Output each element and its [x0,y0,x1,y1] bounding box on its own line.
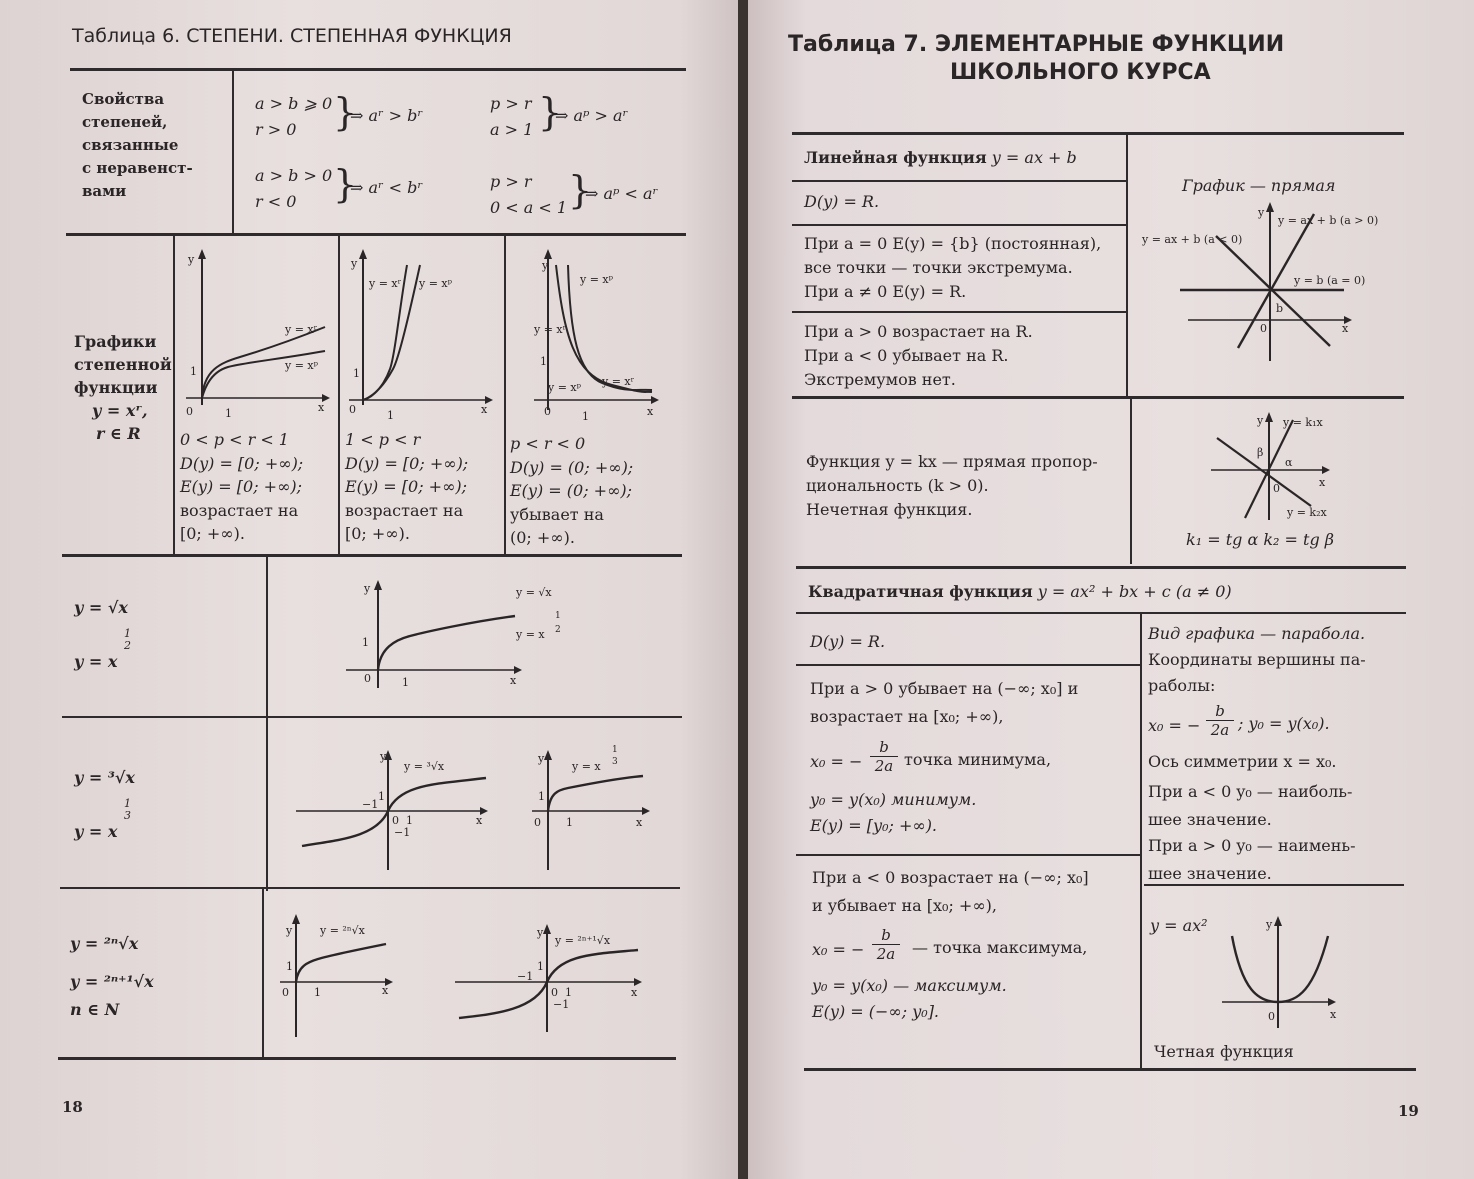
origin: 0 [186,405,193,418]
graph-odd-root [455,922,650,1034]
quad-max-line: При a < 0 возрастает на (−∞; x₀] [812,868,1089,887]
quad-right-line: шее значение. [1148,864,1272,883]
axis-y: y [542,259,549,272]
divider [796,854,1140,856]
graph-power-small [180,245,330,420]
ineq-b2: a > 1 [490,120,534,139]
divider [796,612,1406,614]
quad-min-line: E(y) = [y₀; +∞). [810,816,938,835]
axis-y: y [380,750,387,763]
angle-beta: β [1257,446,1264,459]
tick-1: 1 [582,410,589,423]
axis-y: y [1266,918,1273,931]
origin: 0 [392,814,399,827]
origin: 0 [1273,482,1280,495]
axis-x: x [647,405,654,418]
ineq-a1: a > b ⩾ 0 [255,94,333,113]
divider [66,233,686,236]
axis-x: x [318,401,325,414]
props-label: Свойства степеней, связанные с неравенст- вами [82,90,193,200]
quadratic-header: Квадратичная функция y = ax² + bx + c (a ≠ 0) [808,582,1232,601]
curve-label: y = √x [516,586,552,599]
curve-label: y = xᵖ [548,381,582,394]
tick-1: 1 [225,407,232,420]
tick-1y: 1 [537,960,544,973]
tick-1y: 1 [378,790,385,803]
divider [62,554,682,557]
divider [266,556,268,891]
graph-sqrt [340,578,580,693]
divider [232,68,234,233]
divider [1144,884,1404,886]
axis-y: y [286,924,293,937]
x0-fraction: b 2a [872,926,900,963]
line-label: y = k₂x [1287,506,1327,519]
cbrt-exp: 1 3 [124,797,131,822]
graph-cbrt [296,748,496,872]
sqrt-label: y = √x [74,598,128,617]
divider [804,1068,1416,1071]
tick-m1: −1 [362,798,379,811]
curve-exp: 3 [612,757,618,767]
axis-x: x [636,816,643,829]
curve-label: y = ³√x [404,760,445,773]
brace: } [568,168,593,212]
origin: 0 [544,405,551,418]
axis-y: y [351,257,358,270]
linear-monotonic: При a > 0 возрастает на R. При a < 0 убывает на R. Экстремумов нет. [804,322,1033,389]
parabola-label: y = ax² [1150,916,1208,935]
divider [792,180,1126,182]
table7-subtitle: ШКОЛЬНОГО КУРСА [950,60,1211,85]
linear-graph-caption: График — прямая [1182,176,1336,195]
sqrt-exp: 1 2 [124,627,131,652]
quad-min-line: При a > 0 убывает на (−∞; x₀] и [810,679,1079,698]
divider [504,233,506,555]
quad-max-line: y₀ = y(x₀) — максимум. [812,976,1007,995]
even-function-label: Четная функция [1154,1042,1294,1061]
linear-domain: D(y) = R. [804,192,880,211]
right-page [748,0,1474,1179]
proportional-text: Функция y = kx — прямая пропор- циональность (k > 0). Нечетная функция. [806,452,1098,519]
graph-linear [1138,196,1408,366]
sqrt-power-label: y = x [74,652,118,671]
cbrt-power-label: y = x [74,822,118,841]
tick-1: 1 [387,409,394,422]
x0-formula-min: x₀ = − [810,752,863,771]
axis-y: y [188,253,195,266]
axis-x: x [481,403,488,416]
intercept-b: b [1276,302,1284,315]
tick-m1: −1 [517,970,534,983]
graphs-label: Графики степенной функции y = xʳ, r ∈ R [74,332,172,443]
table7-title: Таблица 7. ЭЛЕМЕНТАРНЫЕ ФУНКЦИИ [788,32,1285,57]
tick-1y: 1 [362,636,369,649]
divider [792,396,1404,399]
ineq-d1: p > r [490,172,532,191]
graph-proportional [1203,410,1373,522]
divider [173,233,175,555]
curve-label: y = xʳ [534,323,567,336]
divider [338,233,340,555]
axis-x: x [382,984,389,997]
quad-max-line: — точка максимума, [912,938,1088,957]
origin: 0 [1268,1010,1275,1023]
page-number: 19 [1398,1102,1419,1120]
vertex-formula: x₀ = − [1148,716,1201,735]
curve-p: y = xᵖ [285,359,319,372]
tick-1: 1 [402,676,409,689]
cbrt-label: y = ³√x [74,768,135,787]
ineq-d2: 0 < a < 1 [490,198,568,217]
quad-right-line: При a > 0 y₀ — наимень- [1148,836,1356,855]
ineq-c2: r < 0 [255,192,297,211]
divider [792,132,1404,135]
curve-label: y = x [572,760,601,773]
line-label: y = k₁x [1283,416,1323,429]
tick-1y: 1 [538,790,545,803]
angle-alpha: α [1285,456,1293,469]
page-number: 18 [62,1098,83,1116]
divider [796,664,1140,666]
axis-x: x [631,986,638,999]
tick-1y: 1 [540,355,547,368]
ineq-a-res: ⇒ aʳ > bʳ [350,106,423,125]
col1-props: 0 < p < r < 1 D(y) = [0; +∞); E(y) = [0; +∞); возрастает на [0; +∞). [180,430,304,543]
curve-r: y = xʳ [285,323,318,336]
tick-1y: 1 [353,367,360,380]
x0-fraction: b 2a [870,738,898,775]
tick-m1y: −1 [553,998,570,1011]
tangent-formulas: k₁ = tg α k₂ = tg β [1186,530,1335,549]
tick-1: 1 [406,814,413,827]
curve-label: y = x [516,628,545,641]
ineq-d-res: ⇒ aᵖ < aʳ [585,184,659,203]
divider [62,716,682,718]
axis-y: y [538,752,545,765]
divider [792,224,1126,226]
curve-exp: 1 [612,745,618,755]
odd-root-label: y = ²ⁿ⁺¹√x [70,972,154,991]
divider [792,311,1126,313]
axis-y: y [537,926,544,939]
divider [1140,614,1142,1070]
graph-parabola [1218,910,1348,1030]
tick-1: 1 [565,986,572,999]
tick-1: 1 [314,986,321,999]
quad-right-line: раболы: [1148,676,1216,695]
curve-p: y = xᵖ [419,277,453,290]
quad-right-line: При a < 0 y₀ — наиболь- [1148,782,1353,801]
tick-m1y: −1 [394,826,411,839]
brace: } [538,90,563,134]
col2-props: 1 < p < r D(y) = [0; +∞); E(y) = [0; +∞); возрастает на [0; +∞). [345,430,469,543]
curve-label: y = ²ⁿ⁺¹√x [555,934,611,947]
axis-x: x [1330,1008,1337,1021]
line-label: y = ax + b (a < 0) [1142,233,1243,246]
graph-power-negative [512,245,662,423]
x0-formula-max: x₀ = − [812,940,865,959]
axis-x: x [476,814,483,827]
line-label: y = ax + b (a > 0) [1278,214,1379,227]
origin: 0 [282,986,289,999]
linear-range: При a = 0 E(y) = {b} (постоянная), все точки — точки экстремума. При a ≠ 0 E(y) = R. [804,234,1102,301]
axis-y: y [1258,206,1265,219]
axis-x: x [1319,476,1326,489]
tick-1: 1 [566,816,573,829]
curve-label: y = ²ⁿ√x [320,924,365,937]
quadratic-domain: D(y) = R. [810,632,886,651]
ineq-b-res: ⇒ aᵖ > aʳ [555,106,629,125]
quad-right-line: ; y₀ = y(x₀). [1238,714,1330,733]
n-in-N-label: n ∈ N [70,1000,120,1019]
quad-min-line: y₀ = y(x₀) минимум. [810,790,977,809]
curve-label: y = xᵖ [580,273,614,286]
quad-min-line: точка минимума, [904,750,1052,769]
graph-even-root [276,912,401,1037]
divider [1130,398,1132,564]
curve-r: y = xʳ [369,277,402,290]
axis-y: y [364,582,371,595]
quad-right-line: Вид графика — парабола. [1148,624,1366,643]
axis-x: x [510,674,517,687]
divider [1126,134,1128,396]
quad-max-line: и убывает на [x₀; +∞), [812,896,997,915]
even-root-label: y = ²ⁿ√x [70,934,139,953]
origin: 0 [551,986,558,999]
quad-right-line: Координаты вершины па- [1148,650,1366,669]
ineq-c1: a > b > 0 [255,166,333,185]
axis-y: y [1257,414,1264,427]
origin: 0 [349,403,356,416]
brace: } [333,90,358,134]
quad-right-line: шее значение. [1148,810,1272,829]
quad-max-line: E(y) = (−∞; y₀]. [812,1002,940,1021]
divider [796,566,1406,569]
divider [262,889,264,1059]
curve-label: y = xʳ [602,375,635,388]
divider [70,68,686,71]
graph-power-large [345,245,495,420]
line-label: y = b (a = 0) [1294,274,1366,287]
brace: } [333,162,358,206]
table6-title: Таблица 6. СТЕПЕНИ. СТЕПЕННАЯ ФУНКЦИЯ [72,25,512,47]
ineq-c-res: ⇒ aʳ < bʳ [350,178,423,197]
divider [58,1057,676,1060]
origin: 0 [534,816,541,829]
quad-min-line: возрастает на [x₀; +∞), [810,707,1004,726]
graph-cbrt-power [528,745,663,872]
axis-x: x [1342,322,1349,335]
ineq-b1: p > r [490,94,532,113]
curve-exp: 2 [555,625,561,635]
origin: 0 [364,672,371,685]
quad-right-line: Ось симметрии x = x₀. [1148,752,1337,771]
tick-1y: 1 [190,365,197,378]
tick-1y: 1 [286,960,293,973]
linear-header: Линейная функция y = ax + b [804,148,1077,167]
origin: 0 [1260,322,1267,335]
divider [60,887,680,889]
x0-fraction: b 2a [1206,702,1234,739]
curve-exp: 1 [555,611,561,621]
col3-props: p < r < 0 D(y) = (0; +∞); E(y) = (0; +∞); убывает на (0; +∞). [510,434,634,547]
ineq-a2: r > 0 [255,120,297,139]
